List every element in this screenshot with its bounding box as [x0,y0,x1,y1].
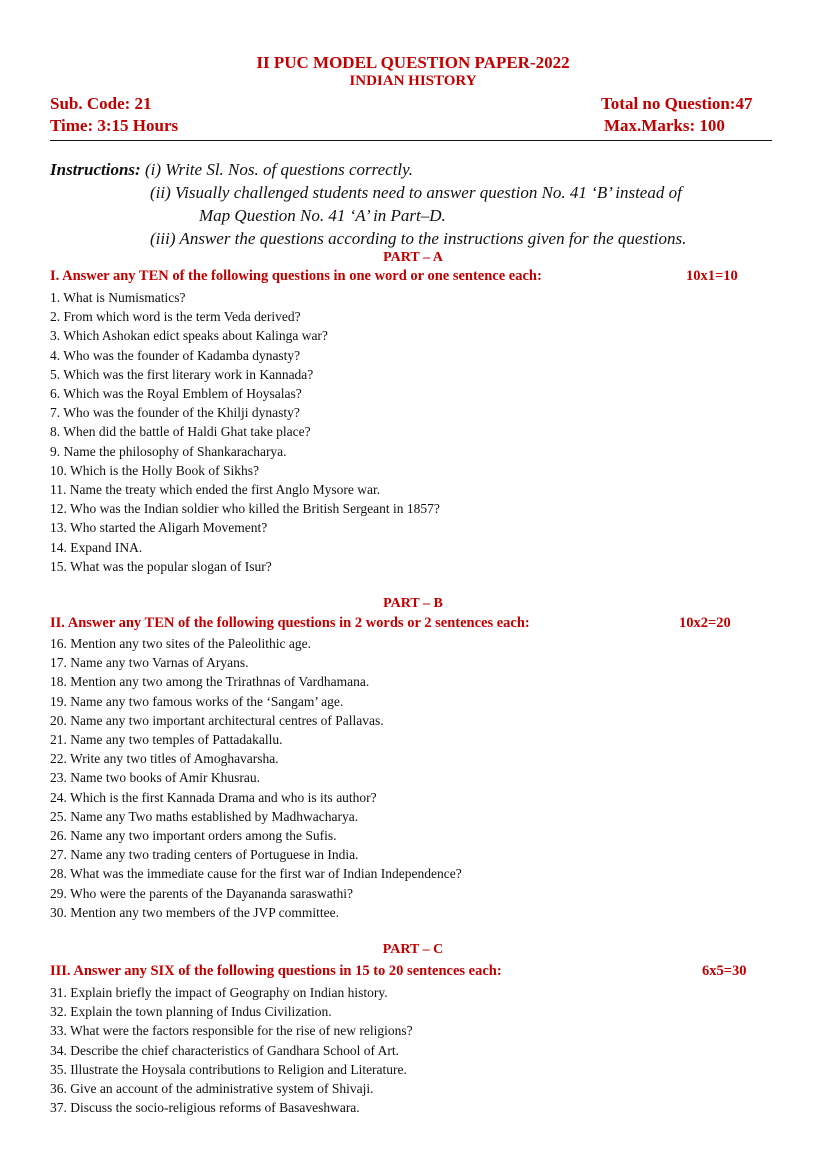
question-item: 32. Explain the town planning of Indus Civilization. [50,1004,332,1020]
question-item: 16. Mention any two sites of the Paleolithic age. [50,636,311,651]
part-b-marks: 10x2=20 [679,615,731,631]
question-item: 8. When did the battle of Haldi Ghat take place? [50,424,311,440]
question-item: 17. Name any two Varnas of Aryans. [50,655,249,671]
question-item: 36. Give an account of the administrative system of Shivaji. [50,1081,374,1097]
question-item: 4. Who was the founder of Kadamba dynasty? [50,347,301,363]
part-c-question-list [50,983,413,1117]
question-item: 3. Which Ashokan edict speaks about Kalinga war? [50,328,328,344]
part-b-question-list [50,634,462,922]
part-c-marks: 6x5=30 [702,963,747,979]
question-item: 31. Explain briefly the impact of Geography on Indian history. [50,985,388,1000]
max-marks: Max.Marks: 100 [604,116,725,135]
question-item: 35. Illustrate the Hoysala contributions to Religion and Literature. [50,1061,407,1077]
question-item: 28. What was the immediate cause for the first war of Indian Independence? [50,866,462,882]
question-item: 18. Mention any two among the Trirathnas of Vardhamana. [50,674,370,690]
question-item: 33. What were the factors responsible for the rise of new religions? [50,1023,413,1039]
part-c-title: PART – C [382,942,444,957]
question-item: 27. Name any two trading centers of Portuguese in India. [50,847,359,863]
paper-title: II PUC MODEL QUESTION PAPER-2022 [256,53,570,72]
question-item: 25. Name any Two maths established by Madhwacharya. [50,808,359,824]
question-item: 11. Name the treaty which ended the first Anglo Mysore war. [50,482,381,498]
question-item: 21. Name any two temples of Pattadakallu. [50,732,283,748]
question-item: 20. Name any two important architectural centres of Pallavas. [50,712,384,728]
part-a-question-list [50,288,440,576]
question-item: 7. Who was the founder of the Khilji dynasty? [50,405,300,421]
question-item: 2. From which word is the term Veda derived? [50,309,301,325]
question-item: 34. Describe the chief characteristics of Gandhara School of Art. [50,1042,399,1058]
instructions-label: Instructions: [50,160,141,179]
question-item: 24. Which is the first Kannada Drama and who is its author? [50,789,377,805]
subject-code: Sub. Code: 21 [50,94,152,113]
question-item: 23. Name two books of Amir Khusrau. [50,770,260,786]
instruction-item: Map Question No. 41 ‘A’ in Part–D. [199,206,446,225]
question-item: 29. Who were the parents of the Dayananda saraswathi? [50,885,354,901]
instruction-item: (ii) Visually challenged students need to answer question No. 41 ‘B’ instead of [150,183,682,202]
part-b-heading: II. Answer any TEN of the following questions in 2 words or 2 sentences each: [50,615,530,631]
part-a-title: PART – A [383,250,443,265]
question-item: 5. Which was the first literary work in Kannada? [50,366,314,382]
header-divider [50,140,772,141]
question-item: 15. What was the popular slogan of Isur? [50,558,272,574]
part-a-marks: 10x1=10 [686,268,738,284]
question-item: 12. Who was the Indian soldier who killed the British Sergeant in 1857? [50,501,440,517]
subject-title: INDIAN HISTORY [349,73,477,89]
question-item: 37. Discuss the socio-religious reforms of Basaveshwara. [50,1100,360,1116]
part-c-heading: III. Answer any SIX of the following questions in 15 to 20 sentences each: [50,963,502,979]
question-item: 19. Name any two famous works of the ‘Sangam’ age. [50,693,344,709]
exam-time: Time: 3:15 Hours [50,116,179,135]
part-a-heading: I. Answer any TEN of the following questions in one word or one sentence each: [50,268,542,284]
total-questions: Total no Question:47 [601,94,753,113]
question-item: 10. Which is the Holly Book of Sikhs? [50,462,259,478]
question-item: 13. Who started the Aligarh Movement? [50,520,268,536]
instruction-item: (i) Write Sl. Nos. of questions correctly. [144,160,413,179]
part-b-title: PART – B [383,596,443,611]
question-item: 6. Which was the Royal Emblem of Hoysalas? [50,386,302,402]
question-item: 26. Name any two important orders among the Sufis. [50,828,337,844]
question-item: 30. Mention any two members of the JVP committee. [50,904,339,920]
question-item: 14. Expand INA. [50,539,143,555]
question-item: 1. What is Numismatics? [50,290,186,305]
question-item: 9. Name the philosophy of Shankaracharya. [50,443,287,459]
instructions-line-1 [50,160,413,180]
question-item: 22. Write any two titles of Amoghavarsha. [50,751,279,767]
instruction-item: (iii) Answer the questions according to the instructions given for the questions. [150,229,687,248]
